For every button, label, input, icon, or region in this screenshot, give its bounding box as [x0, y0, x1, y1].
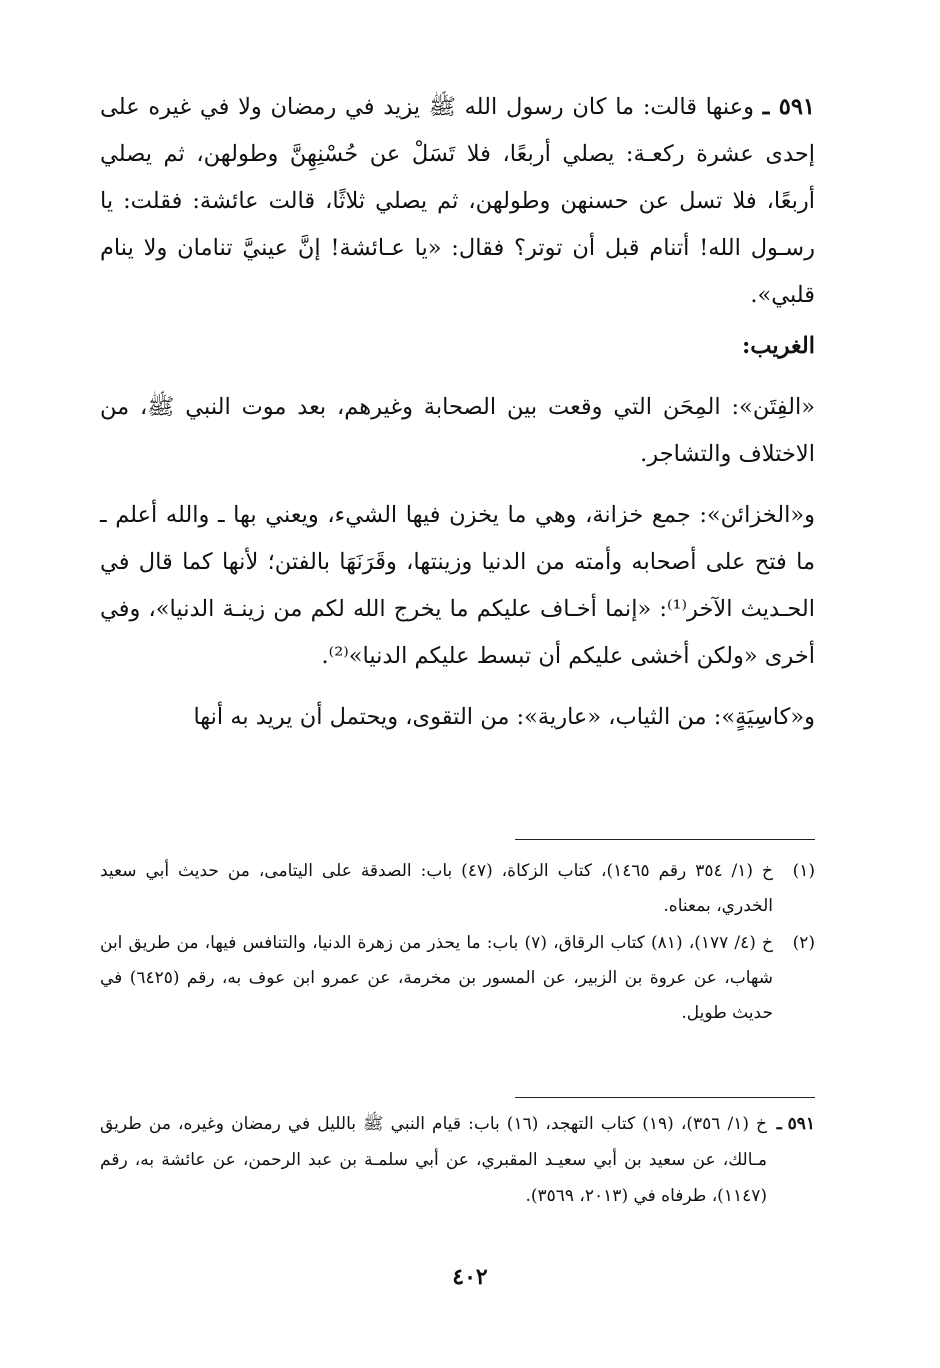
hadith-text: وعنها قالت: ما كان رسول الله ﷺ يزيد في رمضان ولا في غيره على إحدى عشرة ركعـة: يصلي أربعًا، فلا تَسَلْ عن حُسْنِهِنَّ وطولهن، ثم يصلي أربعًا، فلا تسل عن حسنهن وطولهن، ثم يصلي ثلاثًا، قالت عائشة: فقلت: يا رسـول الله! أتنام قبل أن توتر؟ فقال: «يا عـائشة! إنَّ عينيَّ تنامان ولا ينام قلبي».	[100, 94, 815, 308]
source-text: خ (١/ ٣٥٦)، (١٩) كتاب التهجد، (١٦) باب: قيام النبي ﷺ بالليل في رمضان وغيره، من طريق مـالك، عن سعيد بن أبي سعيـد المقبري، عن أبي سلمـة بن عبد الرحمن، عن عائشة به، رقم (١١٤٧)، طرفاه في (٢٠١٣، ٣٥٦٩).	[100, 1114, 768, 1206]
hadith-paragraph	[100, 84, 815, 319]
footnote-text: خ (٤/ ١٧٧)، (٨١) كتاب الرقاق، (٧) باب: ما يحذر من زهرة الدنيا، والتنافس فيها، من طريق ابن شهاب، عن عروة بن الزبير، عن المسور بن مخرمة، عن عمرو ابن عوف به، رقم (٦٤٢٥) في حديث طويل.	[100, 933, 773, 1023]
source-note	[100, 1106, 815, 1214]
footnote-item	[100, 926, 815, 1031]
section-heading: الغريب:	[741, 333, 815, 359]
gloss-kasiya: و«كاسِيَةٍ»: من الثياب، «عارية»: من التقوى، ويحتمل أن يريد به أنها	[193, 704, 815, 730]
gloss-fitan: «الفِتَن»: المِحَن التي وقعت بين الصحابة وغيرهم، بعد موت النبي ﷺ، من الاختلاف والتشاجر.	[100, 394, 815, 467]
footnote-mark: (١)	[792, 861, 815, 881]
page-body	[100, 84, 815, 1206]
source-separator	[515, 1097, 815, 1098]
footnote-item	[100, 854, 815, 924]
page-number: ٤٠٢	[452, 1264, 488, 1290]
footnote-separator	[515, 839, 815, 840]
footnote-mark: (٢)	[792, 933, 815, 953]
main-text	[100, 84, 815, 741]
gloss-khazain: و«الخزائن»: جمع خزانة، وهي ما يخزن فيها الشيء، ويعني بها ـ والله أعلم ـ ما فتح على أصحابه وأمته من الدنيا وزينتها، وقَرَنَهَا بالفتن؛ لأنها كما قال في الحـديث الآخر⁽¹⁾: «إنما أخـاف عليكم ما يخرج الله لكم من زينـة الدنيا»، وفي أخرى «ولكن أخشى عليكم أن تبسط عليكم الدنيا»⁽²⁾.	[100, 502, 815, 669]
footnotes	[100, 854, 815, 1033]
footnote-text: خ (١/ ٣٥٤ رقم ١٤٦٥)، كتاب الزكاة، (٤٧) باب: الصدقة على اليتامى، من حديث أبي سعيد الخدري، بمعناه.	[100, 861, 773, 916]
source-mark: ٥٩١ ـ	[776, 1114, 815, 1134]
hadith-number: ٥٩١ ـ	[762, 94, 815, 120]
